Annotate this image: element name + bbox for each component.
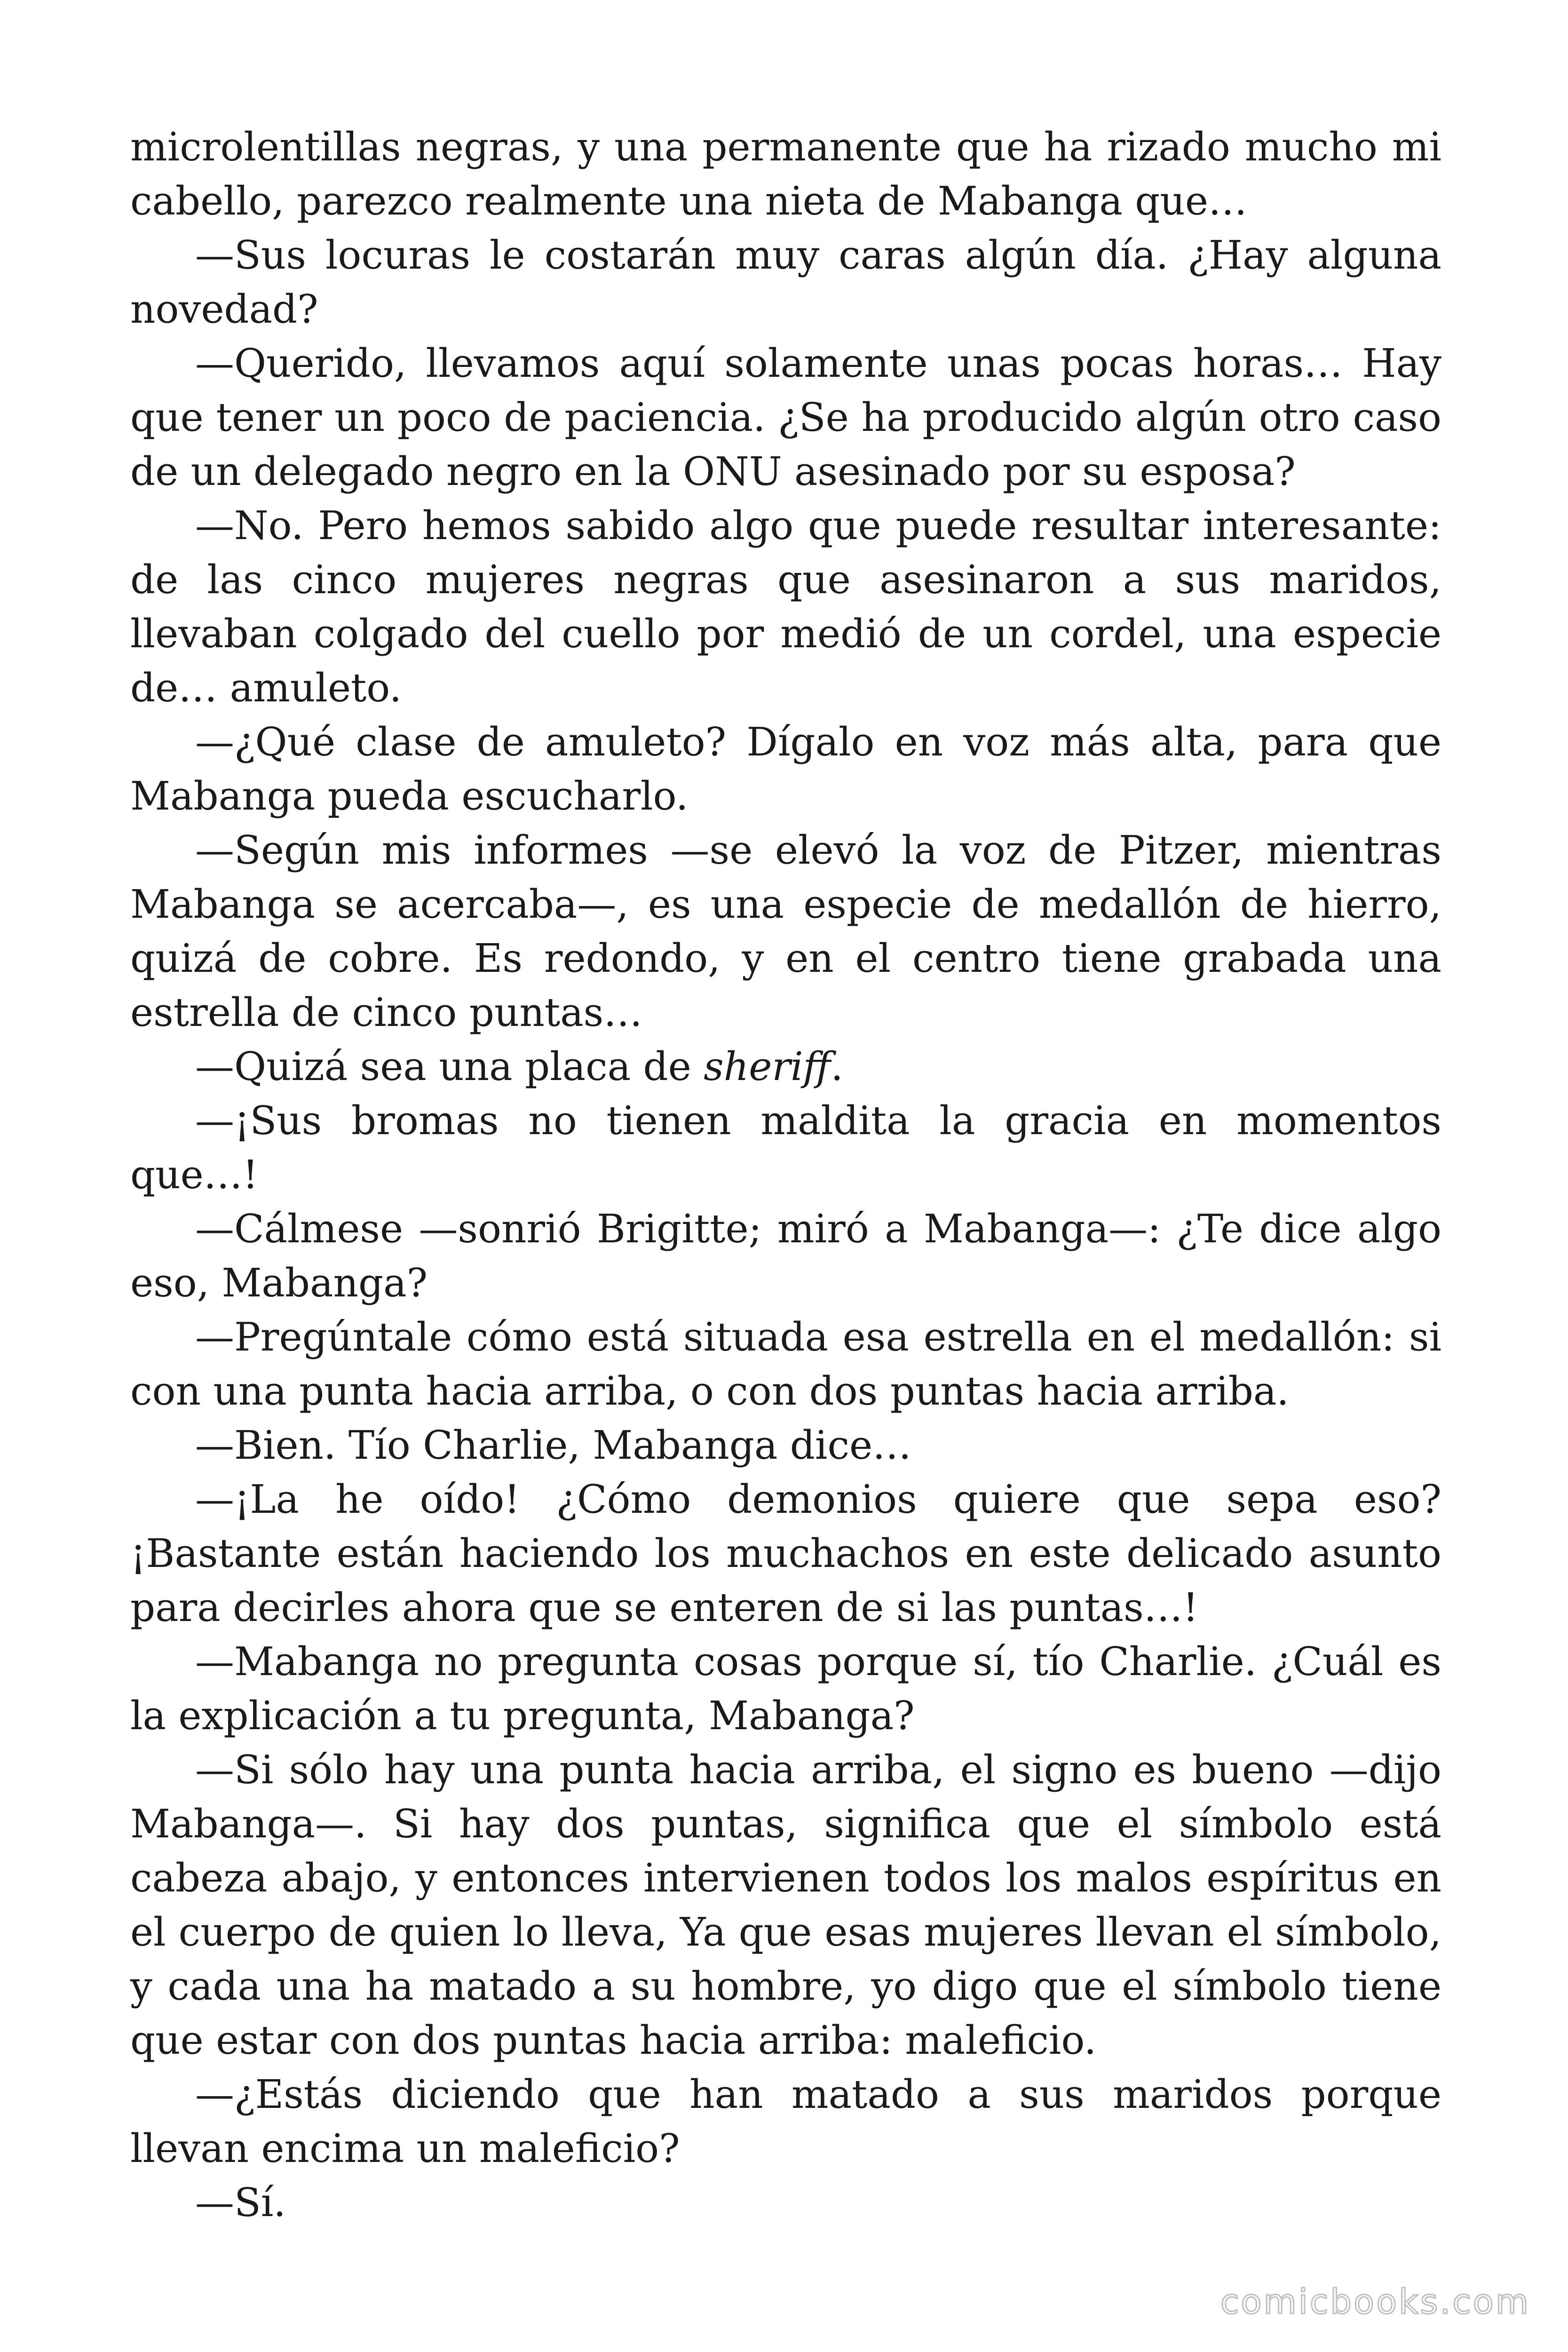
book-page-text (130, 120, 1441, 2230)
dialogue-paragraph (130, 1040, 1441, 1094)
dialogue-paragraph: —Si sólo hay una punta hacia arriba, el signo es bueno —dijo Mabanga—. Si hay dos puntas, significa que el símbolo está cabeza abajo, y entonces intervienen todos los malos espíritus en el cuerpo de quien lo lleva, Ya que esas mujeres llevan el símbolo, y cada una ha matado a su hombre, yo digo que el símbolo tiene que estar con dos puntas hacia arriba: maleficio. (130, 1747, 1441, 2063)
dialogue-paragraph: —Querido, llevamos aquí solamente unas pocas horas… Hay que tener un poco de paciencia. ¿Se ha producido algún otro caso de un delegado negro en la ONU asesinado por su esposa? (130, 341, 1441, 494)
dialogue-paragraph: —Según mis informes —se elevó la voz de Pitzer, mientras Mabanga se acercaba—, es una especie de medallón de hierro, quizá de cobre. Es redondo, y en el centro tiene grabada una estrella de cinco puntas… (130, 827, 1441, 1035)
dialogue-paragraph: —¡Sus bromas no tienen maldita la gracia en momentos que…! (130, 1098, 1441, 1198)
dialogue-paragraph: —¡La he oído! ¿Cómo demonios quiere que sepa eso? ¡Bastante están haciendo los muchachos en este delicado asunto para decirles ahora que se enteren de si las puntas…! (130, 1477, 1441, 1630)
dialogue-paragraph: —Sí. (195, 2180, 286, 2225)
italic-word: sheriff (704, 1044, 831, 1089)
paragraph-continuation: microlentillas negras, y una permanente que ha rizado mucho mi cabello, parezco realmente una nieta de Mabanga que… (130, 124, 1441, 224)
dialogue-paragraph: —Pregúntale cómo está situada esa estrella en el medallón: si con una punta hacia arriba, o con dos puntas hacia arriba. (130, 1314, 1441, 1414)
dialogue-paragraph: —¿Estás diciendo que han matado a sus maridos porque llevan encima un maleficio? (130, 2072, 1441, 2171)
dialogue-paragraph: —Sus locuras le costarán muy caras algún día. ¿Hay alguna novedad? (130, 232, 1441, 332)
dialogue-text: . (831, 1044, 843, 1089)
watermark: comicbooks.com (1220, 2282, 1530, 2321)
dialogue-paragraph: —Mabanga no pregunta cosas porque sí, tío Charlie. ¿Cuál es la explicación a tu pregunta, Mabanga? (130, 1639, 1441, 1739)
dialogue-paragraph: —Cálmese —sonrió Brigitte; miró a Mabanga—: ¿Te dice algo eso, Mabanga? (130, 1206, 1441, 1306)
dialogue-paragraph: —No. Pero hemos sabido algo que puede resultar interesante: de las cinco mujeres negras que asesinaron a sus maridos, llevaban colgado del cuello por medió de un cordel, una especie de… amuleto. (130, 503, 1441, 711)
dialogue-paragraph: —Bien. Tío Charlie, Mabanga dice… (195, 1422, 912, 1468)
dialogue-text: —Quizá sea una placa de (195, 1044, 704, 1089)
dialogue-paragraph: —¿Qué clase de amuleto? Dígalo en voz más alta, para que Mabanga pueda escucharlo. (130, 719, 1441, 819)
